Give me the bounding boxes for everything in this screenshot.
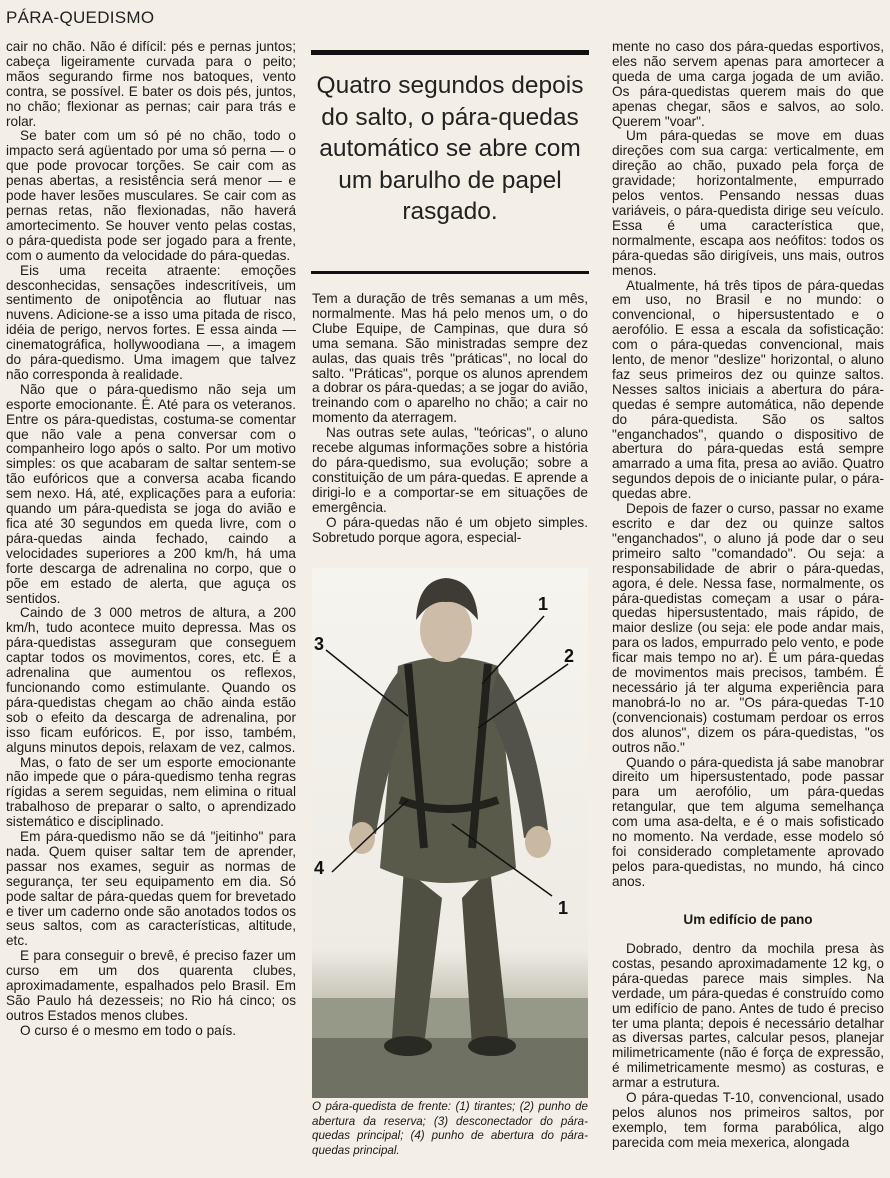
paragraph: Em pára-quedismo não se dá "jeitinho" para nada. Quem quiser saltar tem de aprender, passar nos exames, seguir as normas de segurança, ter seu equipamento em dia. Só pode saltar de pára-quedas quem for brevetado e tiver um caderno onde são anotados todos os seus saltos, com as características, altitude, etc.	[6, 829, 296, 949]
right-column-continued	[612, 942, 884, 1151]
paragraph: Caindo de 3 000 metros de altura, a 200 km/h, tudo acontece muito depressa. Mas os pára-quedistas asseguram que conseguem captar todos os movimentos, cores, etc. É a adrenalina que aumentou os reflexos, funcionando como estimulante. Quando os pára-quedistas chegam ao chão ainda estão sob o efeito da descarga de adrenalina, por isso ficam eufóricos. E, por isso, também, alguns minutos depois, relaxam de vez, calmos.	[6, 605, 296, 755]
paragraph: cair no chão. Não é difícil: pés e pernas juntos; cabeça ligeiramente curvada para o peito; mãos segurando firme nos batoques, vento contra, se possível. E bater os dois pés, juntos, no chão; flexionar as pernas; cair para trás e rolar.	[6, 39, 296, 129]
paragraph: Se bater com um só pé no chão, todo o impacto será agüentado por uma só perna — o que pode provocar torções. Se cair com as penas abertas, a resistência será menor — e pode haver lesões musculares. Se cair com as pernas retas, não flexionadas, não haverá amortecimento. Se houver vento pelas costas, o pára-quedista pode ser jogado para a frente, com o aumento da velocidade do pára-quedas.	[6, 128, 296, 263]
left-column	[6, 40, 296, 1039]
pull-quote	[311, 50, 589, 274]
pull-quote-text: Quatro segundos depois do salto, o pára-quedas automático se abre com um barulho de papel rasgado.	[316, 72, 584, 225]
callout-label: 3	[314, 634, 325, 654]
paragraph: Tem a duração de três semanas a um mês, normalmente. Mas há pelo menos um, o do Clube Equipe, de Campinas, que dura só uma semana. São ministradas sempre dez aulas, das quais três "práticas", no local do salto. "Práticas", porque os alunos aprendem a dobrar os pára-quedas; a se jogar do avião, treinando com o aparelho no chão; a cair no momento da aterragem.	[312, 291, 588, 426]
paragraph: O pára-quedas T-10, convencional, usado pelos alunos nos primeiros saltos, por exemplo, tem forma parabólica, algo parecida com meia mexerica, alongada	[612, 1090, 884, 1150]
pull-quote-bottom-rule	[311, 271, 589, 274]
callout-label: 1	[538, 594, 549, 614]
section-subhead: Um edifício de pano	[683, 912, 813, 927]
paragraph: mente no caso dos pára-quedas esportivos, eles não servem apenas para amortecer a queda de uma carga jogada de um avião. Os pára-quedistas querem mais do que apenas chegar, sãos e salvos, ao solo. Querem "voar".	[612, 39, 884, 129]
photo-caption: O pára-quedista de frente: (1) tirantes; (2) punho de abertura da reserva; (3) desconectador do pára-quedas principal; (4) punho de abertura do pára-quedas principal.	[312, 1100, 588, 1157]
parachutist-illustration	[312, 568, 588, 1098]
callout-label: 2	[564, 646, 575, 666]
paragraph: Mas, o fato de ser um esporte emocionante não impede que o pára-quedismo tenha regras rígidas a serem seguidas, nem elimina o ritual trabalhoso de preparar o salto, o aprendizado sistemático e disciplinado.	[6, 754, 296, 830]
paragraph: Eis uma receita atraente: emoções desconhecidas, sensações indescritíveis, um sentimento de onipotência ao flutuar nas nuvens. Adicione-se a isso uma pitada de risco, idéia de perigo, nervos fortes. E essa ainda — cinematográfica, hollywoodiana —, a imagem do pára-quedismo. Uma imagem que talvez não corresponda à realidade.	[6, 262, 296, 382]
paragraph: Depois de fazer o curso, passar no exame escrito e dar dez ou quinze saltos "enganchados", o aluno já pode dar o seu primeiro salto "comandado". Ou seja: a responsabilidade de abrir o pára-quedas, agora, é dele. Nessa fase, normalmente, os pára-quedistas começam a usar o pára-quedas hipersustentado, mais rápido, de maior deslize (ou seja: ele pode andar mais, para os lados, empurrado pelo vento, e pode ficar mais tempo no ar). É um pára-quedas de movimentos mais precisos, também. É necessário já ter alguma experiência para manobrá-lo no ar. "Os pára-quedas T-10 (convencionais) costumam perdoar os erros dos alunos", dizem os pára-quedistas, "os outros não."	[612, 501, 884, 755]
middle-column	[312, 292, 588, 545]
paragraph: E para conseguir o brevê, é preciso fazer um curso em um dos quarenta clubes, aproximadamente, espalhados pelo Brasil. Em São Paulo há dezesseis; no Rio há cinco; os outros Estados menos clubes.	[6, 948, 296, 1023]
paragraph: Dobrado, dentro da mochila presa às costas, pesando aproximadamente 12 kg, o pára-quedas parece mais simples. Na verdade, um pára-quedas é construído como um edifício de pano. Antes de tudo é preciso ter uma planta; depois é necessário detalhar as diversas partes, calcular pesos, planejar milimetricamente (não é força de expressão, é milimetricamente mesmo) as costuras, e armar a estrutura.	[612, 941, 884, 1091]
paragraph: Não que o pára-quedismo não seja um esporte emocionante. É. Até para os veteranos. Entre os pára-quedistas, costuma-se comentar que não vale a pena conversar com o companheiro logo após o salto. Por um motivo simples: os que acabaram de saltar sentem-se tão eufóricos que a conversa acaba ficando sem nexo. Há, até, explicações para a euforia: quando um pára-quedista se joga do avião e fica até 30 segundos em queda livre, com o pára-quedas ainda fechado, caindo a velocidades superiores a 200 km/h, há uma forte descarga de adrenalina no corpo, que o põe em estado de alerta, que aguça os sentidos.	[6, 381, 296, 606]
pull-quote-top-rule	[311, 50, 589, 55]
paragraph: Quando o pára-quedista já sabe manobrar direito um hipersustentado, pode passar para um aerofólio, um pára-quedas retangular, que tem alguma semelhança com uma asa-delta, e é o mais sofisticado no momento. Na verdade, esse modelo só foi considerado completamente aprovado pelos para-quedistas, no mundo, há cinco anos.	[612, 754, 884, 889]
callout-label: 1	[558, 898, 569, 918]
parachutist-photo	[312, 568, 588, 1098]
paragraph: O pára-quedas não é um objeto simples. Sobretudo porque agora, especial-	[312, 514, 588, 545]
paragraph: Um pára-quedas se move em duas direções com sua carga: verticalmente, em direção ao chão, puxado pela força de gravidade; horizontalmente, empurrado pelos ventos. Pensando nessas duas variáveis, o pára-quedista dirige seu veículo. Essa é uma característica que, normalmente, escapa aos neófitos: todos os pára-quedas são dirigíveis, uns mais, outros menos.	[612, 128, 884, 278]
paragraph: O curso é o mesmo em todo o país.	[20, 1022, 237, 1038]
running-head: PÁRA-QUEDISMO	[6, 8, 155, 27]
right-column	[612, 40, 884, 890]
callout-label: 4	[314, 858, 325, 878]
paragraph: Atualmente, há três tipos de pára-quedas em uso, no Brasil e no mundo: o convencional, o hipersustentado e o aerofólio. E essa a escala da sofisticação: com o pára-quedas convencional, mais lento, de menor "deslize" horizontal, o aluno faz seus primeiros dez ou quinze saltos. Nesses saltos iniciais a abertura do pára-quedas é sempre automática, não depende do pára-quedista. São os saltos "enganchados", quando o dispositivo de abertura do pára-quedas está sempre amarrado a uma fita, presa ao avião. Quatro segundos depois de o iniciante pular, o pára-quedas abre.	[612, 277, 884, 502]
paragraph: Nas outras sete aulas, "teóricas", o aluno recebe algumas informações sobre a história do pára-quedismo, sua evolução; sobre a constituição de um pára-quedas. E aprende a dirigi-lo e a comportar-se em situações de emergência.	[312, 425, 588, 515]
